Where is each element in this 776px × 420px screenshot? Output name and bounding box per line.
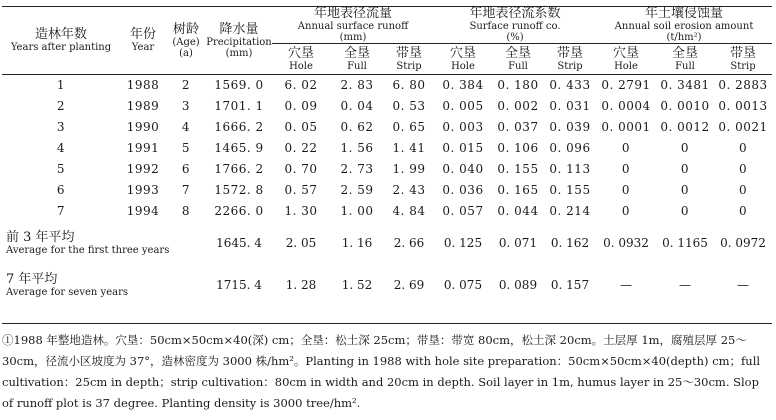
cell-year: 1991 xyxy=(126,141,160,156)
cell-year: 1993 xyxy=(126,183,160,198)
cell-erosion-strip: 0. 2883 xyxy=(714,75,772,97)
cell-erosion-full: 0. 0012 xyxy=(660,120,710,135)
cell-year: 1990 xyxy=(126,120,160,135)
cell-years: 6 xyxy=(56,183,66,198)
data-table xyxy=(2,6,772,306)
cell-year: 1989 xyxy=(126,99,160,114)
cell-age: 8 xyxy=(181,204,191,219)
cell-age: 6 xyxy=(181,162,191,177)
cell-coef-hole: 0. 003 xyxy=(442,120,484,135)
cell-runoff-hole: 1. 30 xyxy=(284,204,318,219)
cell-erosion-strip: 0. 0013 xyxy=(718,99,768,114)
cell-runoff-hole: 2. 05 xyxy=(285,235,317,250)
cell-runoff-strip: 0. 53 xyxy=(392,99,426,114)
subheader-hole: 穴垦 Hole xyxy=(287,45,314,72)
cell-coef-full: 0. 037 xyxy=(497,120,539,135)
cell-runoff-full: 0. 62 xyxy=(340,120,374,135)
cell-coef-full: 0. 089 xyxy=(498,277,538,292)
cell-runoff-strip: 6. 80 xyxy=(384,75,434,97)
cell-erosion-strip: — xyxy=(737,277,749,292)
cell-coef-hole: 0. 036 xyxy=(442,183,484,198)
footnote-divider xyxy=(2,323,772,324)
cell-coef-strip: 0. 155 xyxy=(549,183,591,198)
cell-coef-hole: 0. 384 xyxy=(434,75,492,97)
header-planting-years: 造林年数 Years after planting xyxy=(2,7,120,75)
cell-erosion-strip: 0 xyxy=(738,162,748,177)
cell-precip: 1572. 8 xyxy=(214,183,264,198)
cell-erosion-strip: 0. 0021 xyxy=(718,120,768,135)
cell-runoff-full: 1. 56 xyxy=(340,141,374,156)
cell-precip: 1645. 4 xyxy=(216,235,262,250)
cell-coef-full: 0. 180 xyxy=(492,75,544,97)
subheader-strip: 带垦 Strip xyxy=(730,45,757,72)
cell-runoff-hole: 0. 22 xyxy=(284,141,318,156)
cell-runoff-strip: 0. 65 xyxy=(392,120,426,135)
table-row xyxy=(2,117,772,138)
table-row xyxy=(2,75,772,97)
cell-coef-full: 0. 165 xyxy=(497,183,539,198)
cell-erosion-full: 0. 3481 xyxy=(656,75,714,97)
header-age: 树龄 (Age) (a) xyxy=(166,7,206,75)
cell-runoff-full: 1. 16 xyxy=(341,235,373,250)
cell-runoff-full: 2. 83 xyxy=(330,75,384,97)
cell-runoff-strip: 1. 41 xyxy=(392,141,426,156)
cell-erosion-full: 0 xyxy=(680,162,690,177)
cell-year: 1994 xyxy=(126,204,160,219)
cell-coef-strip: 0. 214 xyxy=(549,204,591,219)
cell-erosion-full: 0 xyxy=(680,204,690,219)
cell-year: 1992 xyxy=(126,162,160,177)
cell-runoff-full: 1. 00 xyxy=(340,204,374,219)
cell-precip: 1569. 0 xyxy=(206,75,272,97)
cell-runoff-strip: 2. 66 xyxy=(393,235,425,250)
cell-coef-strip: 0. 433 xyxy=(544,75,596,97)
cell-runoff-full: 0. 04 xyxy=(340,99,374,114)
cell-runoff-hole: 0. 57 xyxy=(284,183,318,198)
cell-erosion-hole: 0. 0932 xyxy=(603,235,649,250)
cell-years: 7 xyxy=(56,204,66,219)
cell-runoff-full: 2. 59 xyxy=(340,183,374,198)
cell-erosion-strip: 0. 0972 xyxy=(720,235,766,250)
cell-erosion-hole: 0. 0001 xyxy=(601,120,651,135)
cell-runoff-strip: 1. 99 xyxy=(392,162,426,177)
cell-years: 3 xyxy=(56,120,66,135)
cell-precip: 1715. 4 xyxy=(216,277,262,292)
cell-erosion-hole: 0. 0004 xyxy=(601,99,651,114)
cell-erosion-hole: 0 xyxy=(621,183,631,198)
cell-precip: 1766. 2 xyxy=(214,162,264,177)
header-precipitation: 降水量 Precipitation (mm) xyxy=(206,7,272,75)
average-label: 7 年平均 Average for seven years xyxy=(6,271,128,298)
cell-age: 7 xyxy=(181,183,191,198)
cell-erosion-hole: 0 xyxy=(621,162,631,177)
cell-age: 3 xyxy=(181,99,191,114)
cell-year: 1988 xyxy=(120,75,166,97)
cell-coef-strip: 0. 096 xyxy=(549,141,591,156)
cell-years: 5 xyxy=(56,162,66,177)
cell-runoff-strip: 2. 43 xyxy=(392,183,426,198)
cell-precip: 1666. 2 xyxy=(214,120,264,135)
cell-erosion-full: 0. 1165 xyxy=(662,235,708,250)
cell-age: 4 xyxy=(181,120,191,135)
cell-runoff-strip: 4. 84 xyxy=(392,204,426,219)
cell-coef-hole: 0. 040 xyxy=(442,162,484,177)
average-label: 前 3 年平均 Average for the first three years xyxy=(6,229,170,256)
cell-erosion-full: — xyxy=(679,277,691,292)
cell-runoff-hole: 0. 09 xyxy=(284,99,318,114)
cell-coef-hole: 0. 057 xyxy=(442,204,484,219)
cell-runoff-hole: 0. 70 xyxy=(284,162,318,177)
subheader-full: 全垦 Full xyxy=(671,45,698,72)
cell-erosion-full: 0. 0010 xyxy=(660,99,710,114)
cell-coef-full: 0. 071 xyxy=(498,235,538,250)
cell-age: 2 xyxy=(166,75,206,97)
cell-erosion-strip: 0 xyxy=(738,141,748,156)
header-soil-erosion: 年土壤侵蚀量 Annual soil erosion amount (t/hm²) xyxy=(596,7,772,44)
cell-coef-hole: 0. 015 xyxy=(442,141,484,156)
average-row xyxy=(2,264,772,306)
cell-coef-hole: 0. 125 xyxy=(443,235,483,250)
cell-runoff-hole: 0. 05 xyxy=(284,120,318,135)
cell-coef-hole: 0. 075 xyxy=(443,277,483,292)
footnote: ①1988 年整地造林。穴垦：50cm×50cm×40(深) cm；全垦：松土深 25cm；带垦：带宽 80cm，松土深 20cm。土层厚 1m，腐殖层厚 25～30cm，径流小区坡度为 37°，造林密度为 3000 株/hm²。Planting in 1988 with hole site preparation：50cm×50cm×40(depth) cm；full cultivation：25cm in depth；strip cultivation：80cm in width and 20cm in depth. Soil layer in 1m, humus layer in 25～30cm. Slop of runoff plot is 37 degree. Planting density is 3000 tree/hm². xyxy=(2,333,761,410)
cell-erosion-strip: 0 xyxy=(738,183,748,198)
cell-precip: 1465. 9 xyxy=(214,141,264,156)
subheader-hole: 穴垦 Hole xyxy=(449,45,476,72)
subheader-full: 全垦 Full xyxy=(504,45,531,72)
cell-years: 2 xyxy=(56,99,66,114)
cell-coef-full: 0. 155 xyxy=(497,162,539,177)
cell-erosion-hole: 0 xyxy=(621,141,631,156)
cell-runoff-full: 2. 73 xyxy=(340,162,374,177)
cell-coef-hole: 0. 005 xyxy=(442,99,484,114)
cell-coef-full: 0. 044 xyxy=(497,204,539,219)
cell-coef-full: 0. 106 xyxy=(497,141,539,156)
cell-years: 1 xyxy=(2,75,120,97)
subheader-hole: 穴垦 Hole xyxy=(612,45,639,72)
cell-precip: 2266. 0 xyxy=(214,204,264,219)
cell-coef-full: 0. 002 xyxy=(497,99,539,114)
header-runoff-coefficient: 年地表径流系数 Surface runoff co. (%) xyxy=(434,7,596,44)
cell-coef-strip: 0. 162 xyxy=(550,235,590,250)
table-row xyxy=(2,138,772,159)
cell-coef-strip: 0. 039 xyxy=(549,120,591,135)
average-row xyxy=(2,222,772,264)
cell-coef-strip: 0. 113 xyxy=(549,162,591,177)
cell-runoff-full: 1. 52 xyxy=(341,277,373,292)
cell-erosion-full: 0 xyxy=(680,141,690,156)
cell-erosion-hole: 0 xyxy=(621,204,631,219)
cell-erosion-hole: — xyxy=(620,277,632,292)
cell-years: 4 xyxy=(56,141,66,156)
cell-runoff-hole: 6. 02 xyxy=(272,75,330,97)
cell-erosion-strip: 0 xyxy=(738,204,748,219)
subheader-strip: 带垦 Strip xyxy=(395,45,422,72)
header-year: 年份 Year xyxy=(120,7,166,75)
cell-erosion-hole: 0. 2791 xyxy=(596,75,656,97)
cell-precip: 1701. 1 xyxy=(214,99,264,114)
subheader-full: 全垦 Full xyxy=(343,45,370,72)
table-row xyxy=(2,180,772,201)
table-row xyxy=(2,159,772,180)
cell-erosion-full: 0 xyxy=(680,183,690,198)
cell-runoff-strip: 2. 69 xyxy=(393,277,425,292)
cell-runoff-hole: 1. 28 xyxy=(285,277,317,292)
table-row xyxy=(2,201,772,222)
cell-age: 5 xyxy=(181,141,191,156)
subheader-strip: 带垦 Strip xyxy=(556,45,583,72)
header-runoff: 年地表径流量 Annual surface runoff (mm) xyxy=(272,7,434,44)
cell-coef-strip: 0. 157 xyxy=(550,277,590,292)
table-row xyxy=(2,96,772,117)
cell-coef-strip: 0. 031 xyxy=(549,99,591,114)
